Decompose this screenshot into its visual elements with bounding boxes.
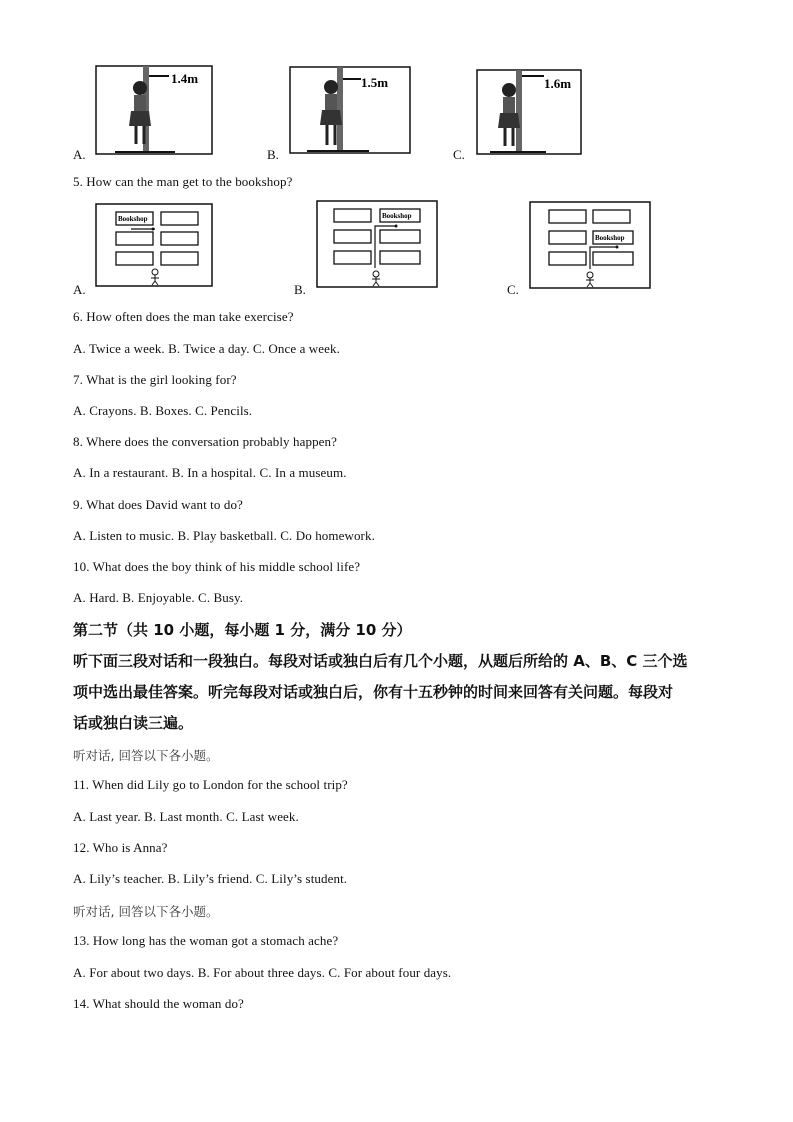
question-10: 10. What does the boy think of his middle school life?	[73, 559, 361, 574]
answers-7: A. Crayons. B. Boxes. C. Pencils.	[73, 403, 253, 418]
height-label: 1.4m	[171, 71, 199, 86]
answers-6: A. Twice a week. B. Twice a day. C. Once a week.	[73, 341, 340, 356]
question-11: 11. When did Lily go to London for the school trip?	[73, 777, 348, 792]
question-12: 12. Who is Anna?	[73, 840, 168, 855]
answers-8: A. In a restaurant. B. In a hospital. C. In a museum.	[73, 465, 347, 480]
question-7: 7. What is the girl looking for?	[73, 372, 237, 387]
answers-13: A. For about two days. B. For about three days. C. For about four days.	[73, 965, 452, 980]
bookshop-label: Bookshop	[382, 212, 412, 220]
answers-9: A. Listen to music. B. Play basketball. C. Do homework.	[73, 528, 375, 543]
group-intro: 听对话, 回答以下各小题。	[73, 904, 219, 919]
option-letter: C.	[507, 282, 519, 297]
question-6: 6. How often does the man take exercise?	[73, 309, 294, 324]
group-intro: 听对话, 回答以下各小题。	[73, 748, 219, 763]
answers-10: A. Hard. B. Enjoyable. C. Busy.	[73, 590, 244, 605]
height-label: 1.6m	[544, 76, 572, 91]
section-instructions-1: 听下面三段对话和一段独白。每段对话或独白后有几个小题，从题后所给的 A、B、C 三个选	[73, 652, 688, 670]
bookshop-label: Bookshop	[595, 234, 625, 242]
option-letter: A.	[73, 147, 86, 162]
height-picture-b	[289, 65, 414, 157]
height-label: 1.5m	[361, 75, 389, 90]
question-9: 9. What does David want to do?	[73, 497, 243, 512]
height-picture-c	[476, 68, 584, 156]
option-letter: A.	[73, 282, 86, 297]
height-picture-a	[95, 64, 215, 159]
question-8: 8. Where does the conversation probably happen?	[73, 434, 338, 449]
question-13: 13. How long has the woman got a stomach ache?	[73, 933, 339, 948]
question-5: 5. How can the man get to the bookshop?	[73, 174, 293, 189]
question-14: 14. What should the woman do?	[73, 996, 244, 1011]
option-letter: B.	[267, 147, 279, 162]
section-instructions-3: 话或独白读三遍。	[73, 714, 194, 732]
map-picture-c	[529, 201, 653, 291]
option-letter: B.	[294, 282, 306, 297]
option-letter: C.	[453, 147, 465, 162]
section-title: 第二节（共 10 小题，每小题 1 分，满分 10 分）	[73, 621, 412, 639]
section-instructions-2: 项中选出最佳答案。听完每段对话或独白后，你有十五秒钟的时间来回答有关问题。每段对	[73, 683, 674, 701]
map-picture-b	[316, 200, 440, 290]
answers-12: A. Lily’s teacher. B. Lily’s friend. C. Lily’s student.	[73, 871, 348, 886]
bookshop-label: Bookshop	[118, 215, 148, 223]
answers-11: A. Last year. B. Last month. C. Last week.	[73, 809, 299, 824]
map-picture-a	[95, 203, 215, 289]
